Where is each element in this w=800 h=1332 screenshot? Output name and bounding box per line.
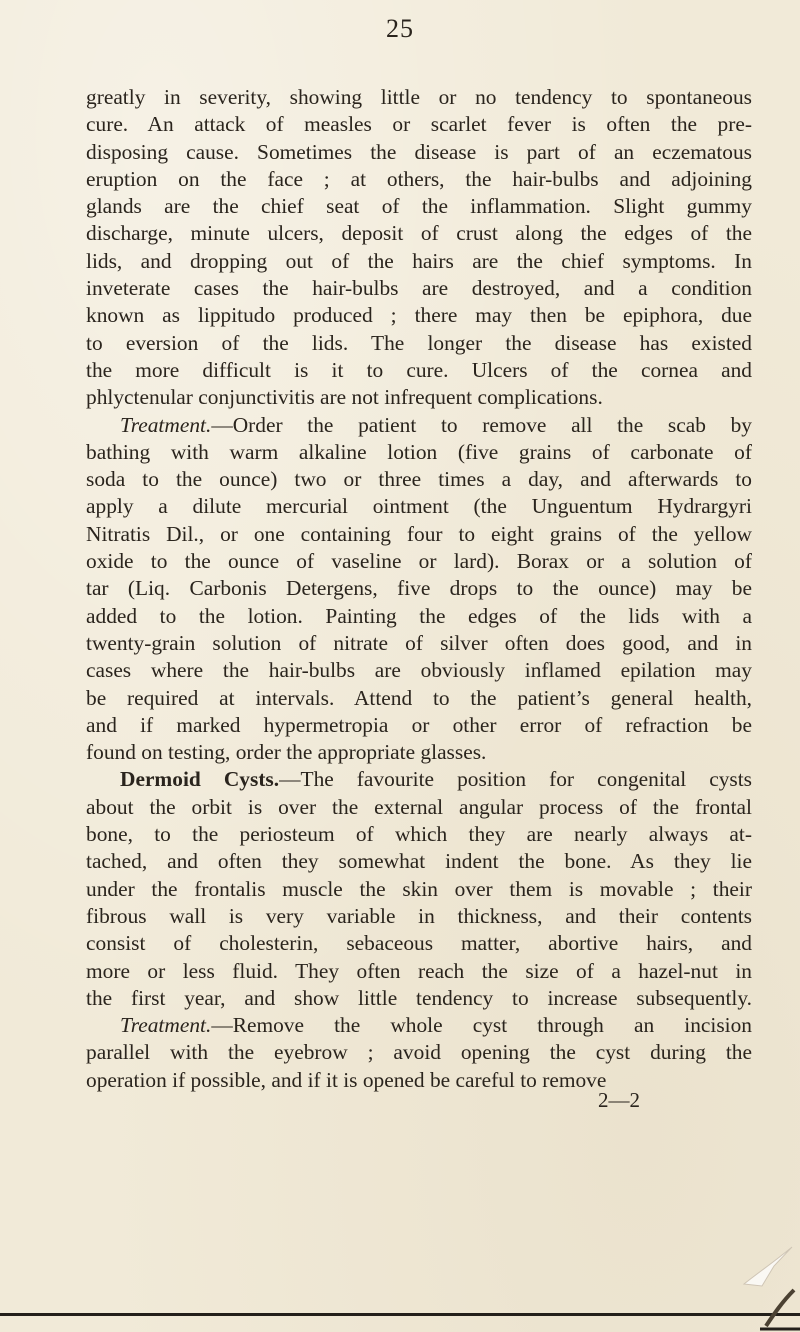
text-run: fibrous wall is very variable in thickness, and their contents: [86, 903, 752, 928]
page-number: 25: [386, 14, 414, 43]
text-line: [86, 275, 752, 302]
text-run: parallel with the eyebrow ; avoid opening the cyst during the: [86, 1040, 752, 1065]
text-run: apply a dilute mercurial ointment (the Unguentum Hydrargyri: [86, 494, 752, 519]
text-run: cases where the hair-bulbs are obviously inflamed epilation may: [86, 658, 752, 683]
text-run: added to the lotion. Painting the edges of the lids with a: [86, 603, 752, 628]
signature-mark: 2—2: [598, 1088, 640, 1112]
text-run: to eversion of the lids. The longer the disease has existed: [86, 330, 752, 355]
text-line: [86, 139, 752, 166]
text-run: oxide to the ounce of vaseline or lard). Borax or a solution of: [86, 549, 752, 574]
text-line: [86, 330, 752, 357]
text-run: bathing with warm alkaline lotion (five grains of carbonate of: [86, 439, 752, 464]
text-run: cure. An attack of measles or scarlet fever is often the pre-: [86, 112, 752, 137]
text-line: [86, 985, 752, 1012]
text-run: phlyctenular conjunctivitis are not infrequent complications.: [86, 385, 603, 410]
text-run: found on testing, order the appropriate glasses.: [86, 740, 487, 765]
text-line: [86, 521, 752, 548]
section-heading-italic: Treatment.: [120, 1013, 212, 1038]
text-line: [86, 1012, 752, 1039]
text-run: operation if possible, and if it is opened be careful to remove: [86, 1067, 607, 1092]
text-run: —Remove the whole cyst through an incision: [211, 1013, 752, 1038]
bottom-rule: [0, 1313, 800, 1316]
text-run: and if marked hypermetropia or other error of refraction be: [86, 712, 752, 737]
text-line: [86, 193, 752, 220]
text-line: [86, 548, 752, 575]
text-line: [86, 930, 752, 957]
text-run: tached, and often they somewhat indent the bone. As they lie: [86, 849, 752, 874]
text-line: [86, 848, 752, 875]
text-line: [86, 111, 752, 138]
text-line: [86, 466, 752, 493]
text-run: tar (Liq. Carbonis Detergens, five drops to the ounce) may be: [86, 576, 752, 601]
text-run: inveterate cases the hair-bulbs are destroyed, and a condition: [86, 276, 752, 301]
text-line: [86, 876, 752, 903]
text-run: —The favourite position for congenital cysts: [279, 767, 752, 792]
text-run: greatly in severity, showing little or no tendency to spontaneous: [86, 85, 752, 109]
text-line: [86, 220, 752, 247]
text-run: consist of cholesterin, sebaceous matter, abortive hairs, and: [86, 931, 752, 956]
text-line: [86, 1067, 752, 1094]
text-line: [86, 575, 752, 602]
text-run: lids, and dropping out of the hairs are the chief symptoms. In: [86, 248, 752, 273]
text-line: [86, 603, 752, 630]
text-run: Nitratis Dil., or one containing four to eight grains of the yellow: [86, 521, 752, 546]
section-heading-bold: Dermoid Cysts.: [120, 767, 280, 792]
text-run: glands are the chief seat of the inflammation. Slight gummy: [86, 194, 752, 219]
text-run: known as lippitudo produced ; there may then be epiphora, due: [86, 303, 752, 328]
text-run: twenty-grain solution of nitrate of silver often does good, and in: [86, 630, 752, 655]
text-run: soda to the ounce) two or three times a day, and afterwards to: [86, 467, 752, 492]
page-corner-fold-icon: [704, 1242, 800, 1332]
text-line: [86, 739, 752, 766]
section-heading-italic: Treatment.: [120, 412, 212, 437]
text-line: [86, 384, 752, 411]
body-text: [86, 84, 752, 1094]
text-run: discharge, minute ulcers, deposit of crust along the edges of the: [86, 221, 752, 246]
text-line: [86, 1039, 752, 1066]
text-line: [86, 821, 752, 848]
text-line: [86, 794, 752, 821]
text-line: [86, 630, 752, 657]
text-line: [86, 248, 752, 275]
text-run: disposing cause. Sometimes the disease is part of an eczematous: [86, 139, 752, 164]
text-run: bone, to the periosteum of which they are nearly always at-: [86, 822, 752, 847]
text-run: be required at intervals. Attend to the patient’s general health,: [86, 685, 752, 710]
text-run: under the frontalis muscle the skin over them is movable ; their: [86, 876, 752, 901]
text-line: [86, 685, 752, 712]
text-line: [86, 657, 752, 684]
text-line: [86, 84, 752, 111]
text-run: the more difficult is it to cure. Ulcers of the cornea and: [86, 357, 752, 382]
text-line: [86, 412, 752, 439]
text-line: [86, 493, 752, 520]
text-line: [86, 357, 752, 384]
text-line: [86, 712, 752, 739]
text-run: about the orbit is over the external angular process of the frontal: [86, 794, 752, 819]
text-line: [86, 903, 752, 930]
text-line: [86, 439, 752, 466]
text-run: the first year, and show little tendency to increase subsequently.: [86, 985, 752, 1010]
text-run: more or less fluid. They often reach the size of a hazel-nut in: [86, 958, 752, 983]
text-run: eruption on the face ; at others, the hair-bulbs and adjoining: [86, 166, 752, 191]
text-line: [86, 766, 752, 793]
text-line: [86, 166, 752, 193]
text-line: [86, 302, 752, 329]
text-run: —Order the patient to remove all the scab by: [211, 412, 752, 437]
text-line: [86, 958, 752, 985]
